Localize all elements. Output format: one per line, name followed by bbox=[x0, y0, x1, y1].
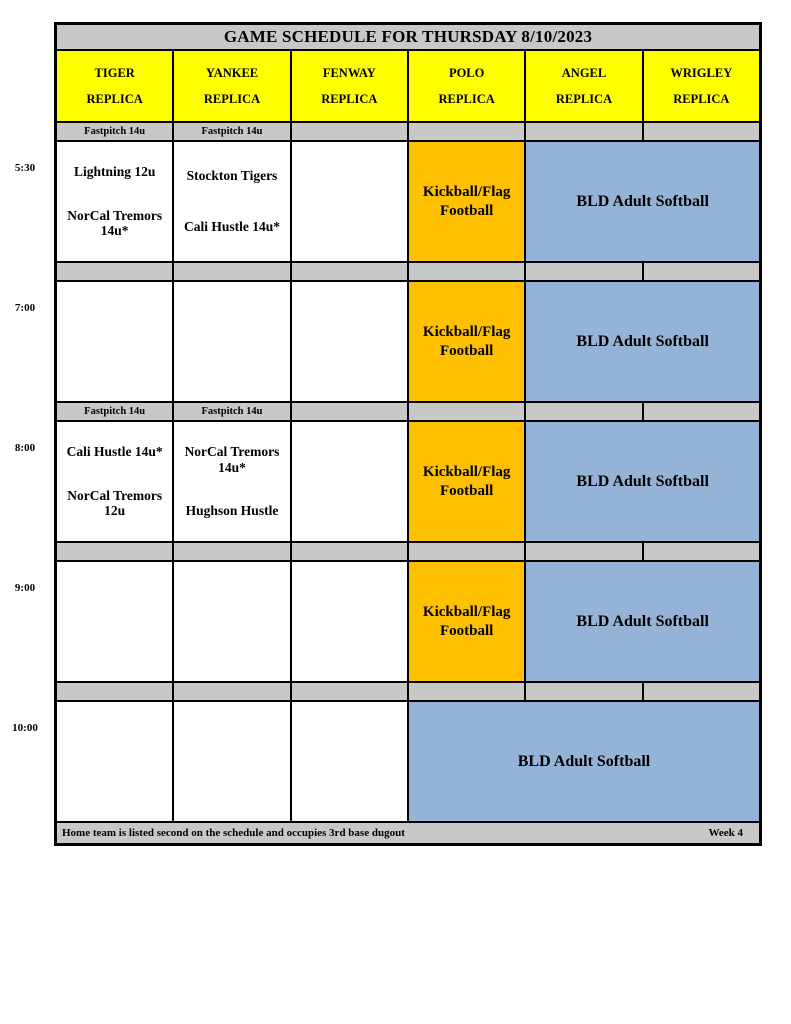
division-strip: Fastpitch 14u bbox=[57, 123, 172, 140]
home-team: Hughson Hustle bbox=[185, 503, 279, 519]
column-header-tiger bbox=[57, 51, 172, 121]
column-header-yankee bbox=[174, 51, 289, 121]
schedule-title: GAME SCHEDULE FOR THURSDAY 8/10/2023 bbox=[57, 25, 759, 49]
division-strip bbox=[526, 543, 641, 560]
division-strip bbox=[644, 403, 759, 420]
field-name: ANGEL bbox=[561, 65, 607, 80]
division-strip bbox=[292, 263, 407, 280]
schedule-table bbox=[54, 22, 762, 846]
division-strip: Fastpitch 14u bbox=[174, 403, 289, 420]
kickball-cell-700: Kickball/Flag Football bbox=[409, 282, 524, 401]
away-team: NorCal Tremors 14u* bbox=[184, 444, 280, 475]
game-cell-tiger-700 bbox=[57, 282, 172, 401]
field-suffix: REPLICA bbox=[203, 91, 261, 106]
softball-cell-700: BLD Adult Softball bbox=[526, 282, 759, 401]
field-suffix: REPLICA bbox=[555, 91, 613, 106]
game-cell-tiger-1000 bbox=[57, 702, 172, 821]
division-strip bbox=[644, 263, 759, 280]
away-team: Cali Hustle 14u* bbox=[66, 444, 163, 460]
home-team: NorCal Tremors 14u* bbox=[67, 207, 163, 239]
home-team: Cali Hustle 14u* bbox=[183, 219, 280, 235]
footer-note: Home team is listed second on the schedule and occupies 3rd base dugout bbox=[62, 827, 405, 839]
away-team: Stockton Tigers bbox=[186, 167, 278, 183]
game-cell-yankee-900 bbox=[174, 562, 289, 681]
game-cell-tiger-900 bbox=[57, 562, 172, 681]
field-name: FENWAY bbox=[322, 65, 376, 80]
division-strip bbox=[292, 123, 407, 140]
away-team: Lightning 12u bbox=[73, 164, 156, 180]
division-strip bbox=[409, 123, 524, 140]
division-strip bbox=[57, 543, 172, 560]
division-strip bbox=[292, 543, 407, 560]
division-strip bbox=[644, 543, 759, 560]
field-name: YANKEE bbox=[205, 65, 259, 80]
division-strip: Fastpitch 14u bbox=[57, 403, 172, 420]
game-cell-fenway-800 bbox=[292, 422, 407, 541]
division-strip: Fastpitch 14u bbox=[174, 123, 289, 140]
division-strip bbox=[644, 683, 759, 700]
game-cell-tiger-800 bbox=[57, 422, 172, 541]
game-cell-yankee-1000 bbox=[174, 702, 289, 821]
division-strip bbox=[174, 263, 289, 280]
field-name: WRIGLEY bbox=[670, 65, 733, 80]
footer-bar bbox=[57, 823, 759, 843]
kickball-cell-530: Kickball/Flag Football bbox=[409, 142, 524, 261]
division-strip bbox=[526, 683, 641, 700]
softball-cell-800: BLD Adult Softball bbox=[526, 422, 759, 541]
column-header-polo bbox=[409, 51, 524, 121]
game-cell-tiger-530 bbox=[57, 142, 172, 261]
time-label-1000: 10:00 bbox=[12, 722, 38, 734]
division-strip bbox=[526, 403, 641, 420]
game-cell-fenway-900 bbox=[292, 562, 407, 681]
column-header-wrigley bbox=[644, 51, 759, 121]
game-cell-yankee-800 bbox=[174, 422, 289, 541]
division-strip bbox=[526, 263, 641, 280]
time-label-700: 7:00 bbox=[14, 302, 36, 314]
field-suffix: REPLICA bbox=[673, 91, 730, 106]
game-cell-fenway-530 bbox=[292, 142, 407, 261]
schedule-sheet bbox=[54, 22, 762, 846]
division-strip bbox=[526, 123, 641, 140]
week-label: Week 4 bbox=[708, 827, 743, 839]
division-strip bbox=[174, 683, 289, 700]
softball-cell-530: BLD Adult Softball bbox=[526, 142, 759, 261]
softball-cell-1000: BLD Adult Softball bbox=[409, 702, 759, 821]
time-label-800: 8:00 bbox=[14, 442, 36, 454]
column-header-angel bbox=[526, 51, 641, 121]
softball-cell-900: BLD Adult Softball bbox=[526, 562, 759, 681]
field-name: POLO bbox=[448, 65, 485, 80]
division-strip bbox=[292, 403, 407, 420]
field-suffix: REPLICA bbox=[86, 91, 143, 106]
division-strip bbox=[409, 403, 524, 420]
field-name: TIGER bbox=[94, 65, 135, 80]
division-strip bbox=[292, 683, 407, 700]
column-header-fenway bbox=[292, 51, 407, 121]
division-strip bbox=[409, 683, 524, 700]
game-cell-yankee-700 bbox=[174, 282, 289, 401]
kickball-cell-900: Kickball/Flag Football bbox=[409, 562, 524, 681]
game-cell-fenway-700 bbox=[292, 282, 407, 401]
time-label-530: 5:30 bbox=[14, 162, 36, 174]
division-strip bbox=[644, 123, 759, 140]
division-strip bbox=[409, 543, 524, 560]
division-strip bbox=[409, 263, 524, 280]
kickball-cell-800: Kickball/Flag Football bbox=[409, 422, 524, 541]
game-cell-fenway-1000 bbox=[292, 702, 407, 821]
field-suffix: REPLICA bbox=[321, 91, 378, 106]
division-strip bbox=[57, 263, 172, 280]
division-strip bbox=[174, 543, 289, 560]
game-cell-yankee-530 bbox=[174, 142, 289, 261]
field-suffix: REPLICA bbox=[438, 91, 495, 106]
time-label-900: 9:00 bbox=[14, 582, 36, 594]
division-strip bbox=[57, 683, 172, 700]
home-team: NorCal Tremors 12u bbox=[67, 487, 163, 519]
